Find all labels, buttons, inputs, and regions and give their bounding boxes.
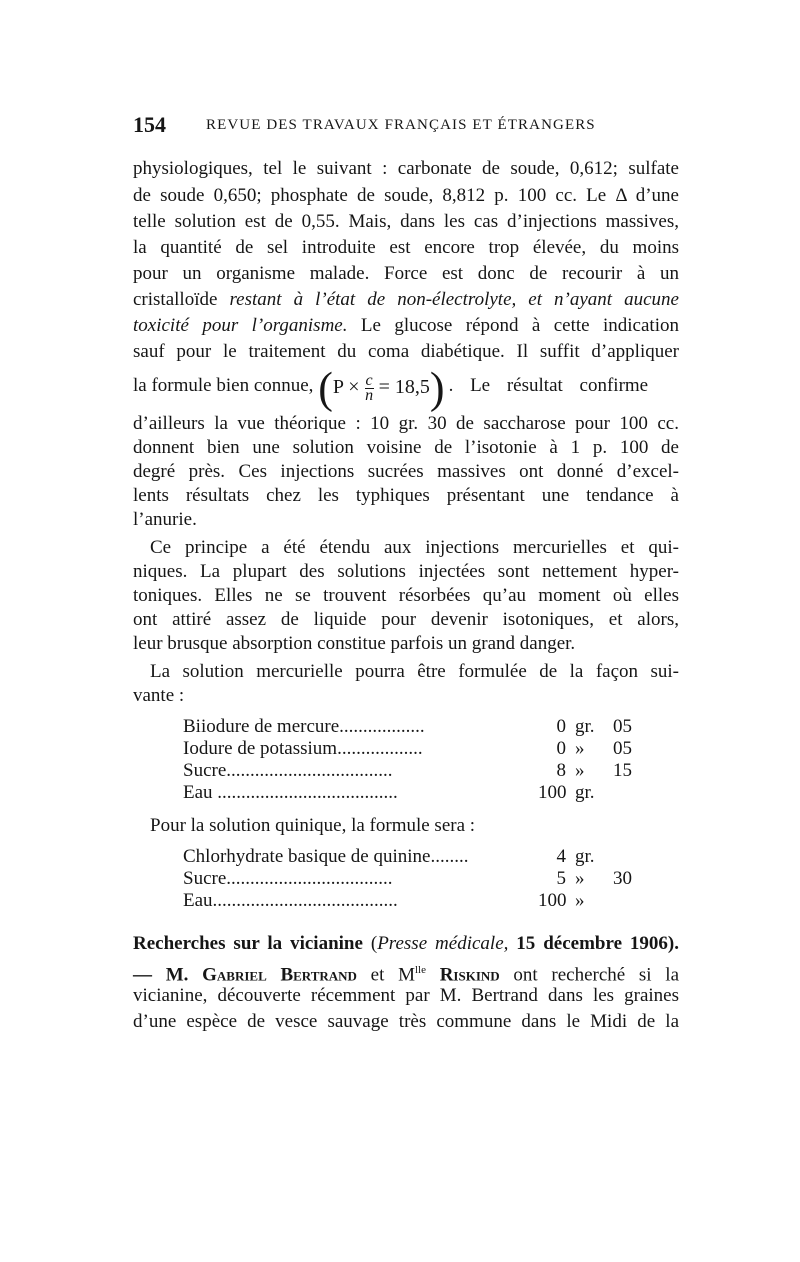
ingredient: Sucre...................................: [183, 868, 393, 889]
text-line: degré près. Ces injections sucrées massives ont donné d’excel-: [133, 461, 679, 482]
unit: gr.: [575, 716, 595, 737]
text-line: [133, 958, 679, 987]
quantity: 8: [556, 760, 566, 781]
text-line: l’anurie.: [133, 509, 197, 530]
quantity: 4: [556, 846, 566, 867]
unit: »: [575, 868, 585, 889]
text-line: d’ailleurs la vue théorique : 10 gr. 30 de saccharose pour 100 cc.: [133, 413, 679, 434]
text-line: niques. La plupart des solutions injectées sont nettement hyper-: [133, 561, 679, 582]
text-line: vante :: [133, 685, 185, 706]
ingredient: Chlorhydrate basique de quinine........: [183, 846, 469, 867]
text-span: la formule bien connue,: [133, 375, 319, 396]
formula-eq: = 18,5: [378, 375, 430, 398]
text-line: ont attiré assez de liquide pour devenir isotoniques, et alors,: [133, 609, 679, 630]
ingredient: Eau.......................................: [183, 890, 398, 911]
text-line: La solution mercurielle pourra être formulée de la façon sui-: [150, 661, 679, 682]
source-journal: Presse médicale,: [377, 933, 509, 954]
text-span: cristalloïde: [133, 289, 230, 310]
text-line: vicianine, découverte récemment par M. Bertrand dans les graines: [133, 985, 679, 1006]
text-line: [133, 314, 679, 338]
text-span: Le glucose répond à cette indication: [347, 315, 679, 336]
text-span: (: [362, 933, 378, 954]
text-span: et M: [356, 964, 415, 986]
section-heading-line: [133, 932, 679, 956]
source-date: 15 décembre 1906).: [508, 933, 680, 954]
quantity: 0: [556, 738, 566, 759]
italic-span: toxicité pour l’organisme.: [133, 315, 348, 336]
ingredient: Eau ......................................: [183, 782, 398, 803]
formula: [318, 363, 445, 413]
text-line: telle solution est de 0,55. Mais, dans les cas d’injections massives,: [133, 211, 679, 232]
text-line: lents résultats chez les typhiques présentant une tendance à: [133, 485, 679, 506]
text-span: [426, 964, 440, 985]
superscript: lle: [414, 964, 426, 976]
author-name: Riskind: [439, 964, 500, 986]
text-line: donnent bien une solution voisine de l’isotonie à 1 p. 100 de: [133, 437, 679, 458]
quantity: 100: [538, 782, 567, 803]
quantity: 5: [556, 868, 566, 889]
section-title: Recherches sur la vicianine: [133, 933, 363, 954]
text-line: leur brusque absorption constitue parfois un grand danger.: [133, 633, 576, 654]
ingredient: Sucre...................................: [183, 760, 393, 781]
unit: »: [575, 738, 585, 759]
text-line: toniques. Elles ne se trouvent résorbées qu’au moment où elles: [133, 585, 679, 606]
text-line: la quantité de sel introduite est encore trop élevée, du moins: [133, 237, 679, 258]
fraction: [365, 371, 374, 404]
ingredient: Biiodure de mercure..................: [183, 716, 425, 737]
italic-span: restant à l’état de non-électrolyte, et n’ayant aucune: [229, 289, 679, 310]
text-line: [133, 288, 679, 312]
text-line: d’une espèce de vesce sauvage très commune dans le Midi de la: [133, 1011, 679, 1032]
text-line: de soude 0,650; phosphate de soude, 8,812 p. 100 cc. Le Δ d’une: [133, 185, 679, 206]
unit: »: [575, 890, 585, 911]
text-line: sauf pour le traitement du coma diabétique. Il suffit d’appliquer: [133, 341, 679, 362]
text-span: ont recherché si la: [499, 964, 679, 986]
text-span: . Le résultat confirme: [448, 375, 649, 396]
denominator: n: [365, 386, 374, 404]
fraction-part: 30: [613, 868, 632, 889]
numerator: c: [365, 371, 373, 389]
text-line: pour un organisme malade. Force est donc de recourir à un: [133, 263, 679, 284]
text-line: Ce principe a été étendu aux injections mercurielles et qui-: [150, 537, 679, 558]
text-line: physiologiques, tel le suivant : carbonate de soude, 0,612; sulfate: [133, 158, 679, 179]
running-header: [133, 112, 679, 142]
fraction-part: 05: [613, 738, 632, 759]
text-span: — M.: [133, 964, 203, 986]
paren: (: [318, 363, 333, 413]
unit: »: [575, 760, 585, 781]
paren: ): [429, 363, 445, 413]
quantity: 100: [538, 890, 567, 911]
formula-line: [133, 363, 679, 413]
running-title: REVUE DES TRAVAUX FRANÇAIS ET ÉTRANGERS: [206, 117, 596, 133]
quantity: 0: [556, 716, 566, 737]
fraction-part: 05: [613, 716, 632, 737]
unit: gr.: [575, 782, 595, 803]
author-name: Gabriel Bertrand: [202, 964, 357, 986]
fraction-part: 15: [613, 760, 632, 781]
text-line: Pour la solution quinique, la formule sera :: [150, 815, 476, 836]
page-number: 154: [133, 112, 166, 137]
formula-p: P ×: [332, 375, 360, 398]
unit: gr.: [575, 846, 595, 867]
ingredient: Iodure de potassium..................: [183, 738, 423, 759]
